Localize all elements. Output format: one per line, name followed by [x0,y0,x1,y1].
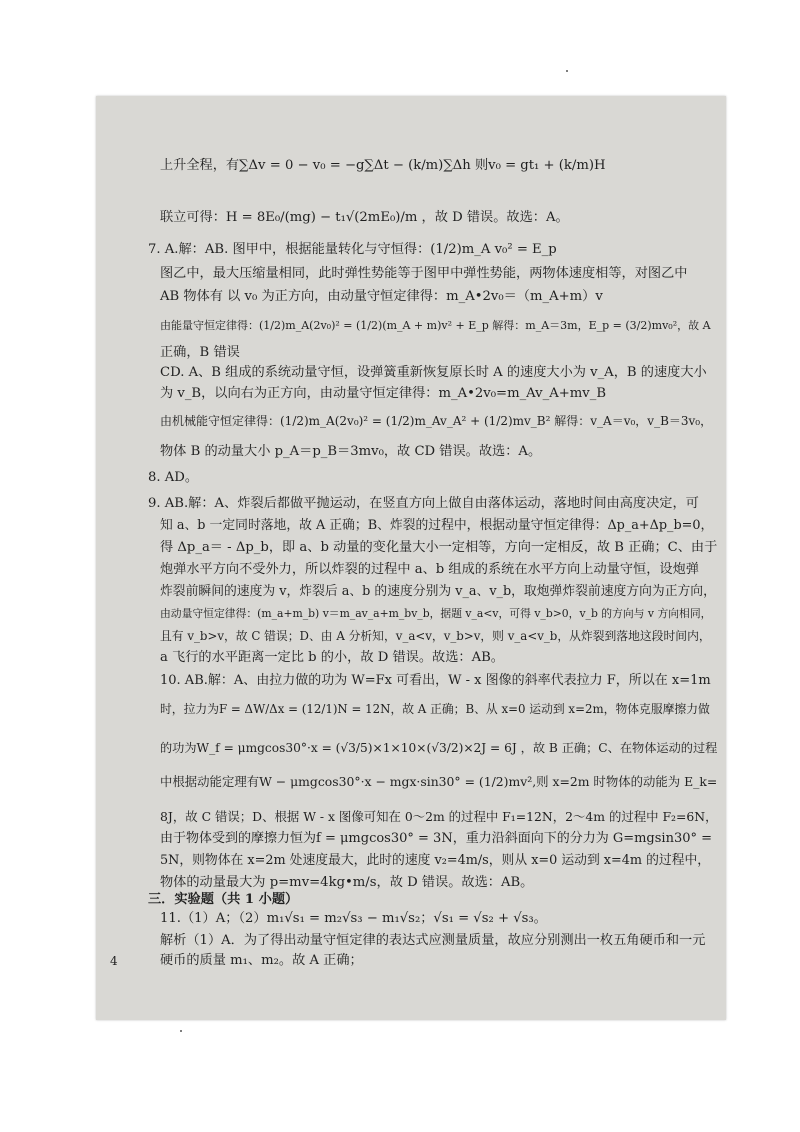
text-line: 物体的动量最大为 p=mv=4kg•m/s，故 D 错误。故选：AB。 [160,875,534,890]
text-line: 10. AB.解：A、由拉力做的功为 W=Fx 可看出，W - x 图像的斜率代表拉力 F，所以在 x=1m [160,673,711,688]
text-line: 得 Δp_a＝ - Δp_b，即 a、b 动量的变化量大小一定相等，方向一定相反，故 B 正确；C、由于 [160,540,718,555]
text-line: 炸裂前瞬间的速度为 v，炸裂后 a、b 的速度分别为 v_a、v_b，取炮弹炸裂前速度方向为正方向， [160,584,716,599]
dust-speck [180,1030,182,1032]
text-line: 硬币的质量 m₁、m₂。故 A 正确； [160,953,363,968]
text-line: 解析（1）A．为了得出动量守恒定律的表达式应测量质量，故应分别测出一枚五角硬币和一元 [160,933,706,948]
text-line: 图乙中，最大压缩量相同，此时弹性势能等于图甲中弹性势能，两物体速度相等，对图乙中 [160,266,688,281]
text-line: 的功为W_f = μmgcos30°·x = (√3/5)×1×10×(√3/2)×2J = 6J ，故 B 正确；C、在物体运动的过程 [160,741,718,755]
text-line: 炮弹水平方向不受外力，所以炸裂的过程中 a、b 组成的系统在水平方向上动量守恒，设炮弹 [160,562,699,577]
text-line: 由机械能守恒定律得：(1/2)m_A(2v₀)² = (1/2)m_Av_A² + (1/2)mv_B² 解得：v_A＝v₀，v_B＝3v₀， [160,414,713,428]
text-line: a 飞行的水平距离一定比 b 的小，故 D 错误。故选：AB。 [160,650,504,665]
text-line: 时，拉力为F = ΔW/Δx = (12/1)N = 12N，故 A 正确；B、从 x=0 运动到 x=2m，物体克服摩擦力做 [160,702,710,716]
text-line: 知 a、b 一定同时落地，故 A 正确；B、炸裂的过程中，根据动量守恒定律得：Δp_a+Δp_b=0， [160,518,714,533]
dust-speck [566,70,568,72]
text-line: 为 v_B，以向右为正方向，由动量守恒定律得：m_A•2v₀=m_Av_A+mv_B [160,386,607,401]
text-line: 中根据动能定理有W − μmgcos30°·x − mgx·sin30° = (1/2)mv²,则 x=2m 时物体的动能为 E_k= [160,774,718,789]
text-line: 上升全程，有∑Δv = 0 − v₀ = −g∑Δt − (k/m)∑Δh 则v₀ = gt₁ + (k/m)H [160,158,606,173]
text-line: 物体 B 的动量大小 p_A＝p_B＝3mv₀，故 CD 错误。故选：A。 [160,444,542,459]
section-heading: 三．实验题（共 1 小题） [148,892,299,907]
text-line: 8. AD。 [148,470,199,485]
text-line: AB 物体有 以 v₀ 为正方向，由动量守恒定律得：m_A•2v₀＝（m_A+m）v [160,289,603,304]
text-line: 7. A.解：AB. 图甲中，根据能量转化与守恒得：(1/2)m_A v₀² = E_p [148,242,557,257]
text-line: 由能量守恒定律得：(1/2)m_A(2v₀)² = (1/2)(m_A + m)v² + E_p 解得：m_A＝3m，E_p = (3/2)mv₀²，故 A [160,319,711,332]
text-line: 由于物体受到的摩擦力恒为f = μmgcos30° = 3N，重力沿斜面向下的分力为 G=mgsin30° = [160,831,713,846]
text-line: 11.（1）A；（2）m₁√s₁ = m₂√s₃ − m₁√s₂；√s₁ = √s₂ + √s₃。 [160,911,547,926]
text-line: 联立可得：H = 8E₀/(mg) − t₁√(2mE₀)/m ，故 D 错误。故选：A。 [160,210,569,225]
page-number: 4 [110,954,118,968]
text-line: 由动量守恒定律得：(m_a+m_b) v＝m_av_a+m_bv_b，据题 v_a<v，可得 v_b>0，v_b 的方向与 v 方向相同， [160,607,712,620]
text-line: 9. AB.解：A、炸裂后都做平抛运动，在竖直方向上做自由落体运动，落地时间由高度决定，可 [148,496,699,511]
text-line: 正确，B 错误 [160,345,240,360]
text-line: 8J，故 C 错误；D、根据 W - x 图像可知在 0～2m 的过程中 F₁=12N，2～4m 的过程中 F₂=6N， [160,809,718,824]
text-line: 5N，则物体在 x=2m 处速度最大，此时的速度 v₂=4m/s，则从 x=0 运动到 x=4m 的过程中， [160,853,711,868]
text-line: CD. A、B 组成的系统动量守恒，设弹簧重新恢复原长时 A 的速度大小为 v_A，B 的速度大小 [160,365,707,380]
document-page [96,96,726,1020]
text-line: 且有 v_b>v，故 C 错误；D、由 A 分析知，v_a<v，v_b>v，则 v_a<v_b，从炸裂到落地这段时间内， [160,629,711,643]
